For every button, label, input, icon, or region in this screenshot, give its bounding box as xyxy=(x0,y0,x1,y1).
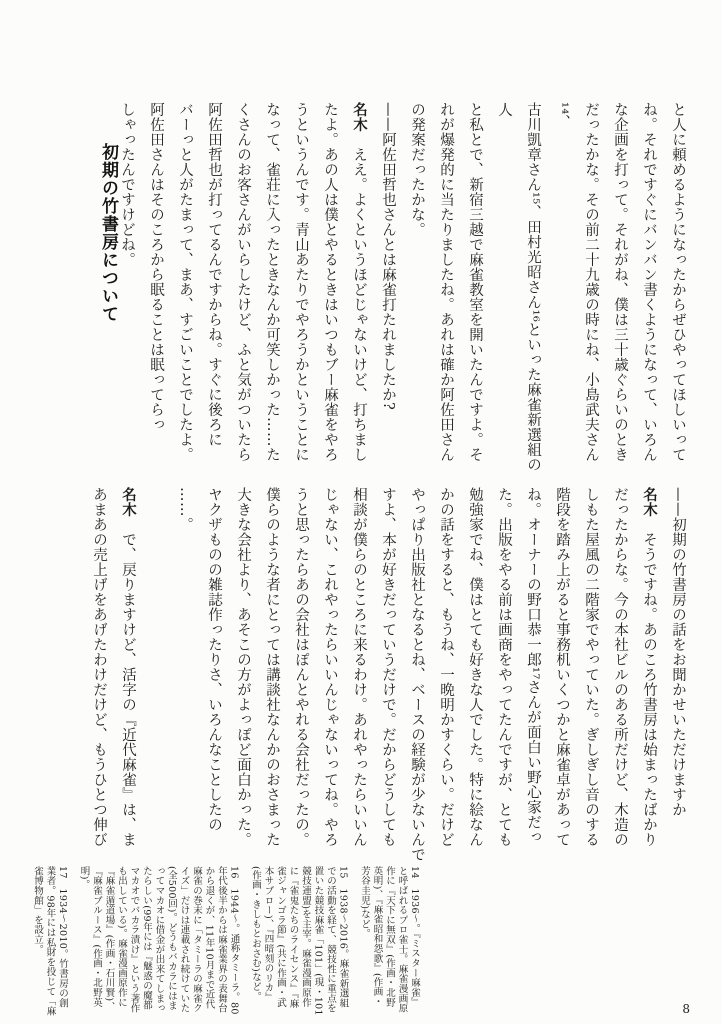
bottom-text-block xyxy=(84,487,692,862)
body-text-line: なって、雀荘に入ったときなんか可笑しかった……た xyxy=(264,102,280,462)
body-text-line: うと思ったらあの会社はぽんとやれる会社だったの。 xyxy=(293,487,309,847)
body-text-line: あまあの売上げをあげたわけだけど、もうひとつ伸び xyxy=(91,487,107,847)
body-text-line: だったかな。その前二十九歳の時にね、小島武夫さん¹⁴、 xyxy=(554,102,599,462)
body-text-line: すよ、本が好きだっていうだけで。だからどうしても xyxy=(380,487,396,847)
body-text-line: うというんです。青山あたりでやろうかということに xyxy=(293,102,309,462)
dialogue-text: そうですね。あのころ竹書房は始まったばかり xyxy=(641,517,657,847)
speaker-name: 名木 xyxy=(641,487,657,517)
paragraph-gap xyxy=(142,487,170,497)
body-text-line: しもた屋風の二階家でやっていた。ぎしぎし音のする xyxy=(583,487,599,847)
body-text-line: た。出版をやる前は画商をやってたんですが、とても xyxy=(496,487,512,847)
body-text-line: の発案だったかな。 xyxy=(409,102,425,237)
speaker-name: 名木 xyxy=(120,487,136,517)
body-text-line: 相談が僕らのところに来るわけ。あれやったらいいん xyxy=(351,487,367,847)
body-text-line: 古川凱章さん¹⁵、田村光昭さん¹⁶といった麻雀新選組の人 xyxy=(496,102,541,473)
section-heading: 初期の竹書房について xyxy=(98,143,118,323)
dialogue-line xyxy=(344,102,373,480)
body-text-line: 阿佐田さんはそのころから眠ることは眠ってらっ xyxy=(148,102,164,432)
speaker-name: 名木 xyxy=(351,102,367,132)
footnote-item-15: 15 1938〜2016。麻雀新選組での活動を経て、競技性に重点を置いた競技麻雀「101」(現・101競技連盟)を主宰。麻雀漫画原作に『雀鬼たちのライセンス』『麻雀ジャンゴラ節』(共に作画・武本サブロー)、『四暗刻のリカ』(作画・きしもとおさむ)など。 xyxy=(250,866,349,1016)
body-text-line: と人に頼めるようになったからぜひやってほしいって xyxy=(670,102,686,462)
body-text-line: 勉強家でね、僕はとても好きな人でした。特に絵なん xyxy=(467,487,483,847)
footnote-item-16: 16 1944〜。通称タミーラ。80年代後半からは麻雀業界の表舞台から退くが、11年10月まで近代麻雀の巻末に「タミーラの麻雀クイズ」だけは連載され続けていた(全500回)。どうもバカラにはまってマカオに借金が出来てしまったらしい(99年には『魅惑の魔都マカオでバカラ漬け』という著作も出している)。麻雀漫画原作に『麻雀遁道場』(作画・石川賢)、『麻雀ブルース』(作画・北野英明)。 xyxy=(78,866,240,1015)
body-text-line: れが爆発的に当たりましたね。あれは確か阿佐田さん xyxy=(438,102,454,462)
body-text-line: 大きな会社より、あそこの方がよっぽど面白かった。 xyxy=(235,487,251,847)
body-text-line: 階段を踏み上がると事務机いくつかと麻雀卓があって xyxy=(554,487,570,847)
body-text-line: やっぱり出版社となるとね、ベースの経験が少ないんで xyxy=(409,487,425,862)
footnotes-block xyxy=(22,866,421,1016)
body-text-line: ね。オーナーの野口恭一郎¹⁷さんが面白い野心家だっ xyxy=(525,487,541,845)
body-text-line: な企画を打って。それがね、僕は三十歳ぐらいのとき xyxy=(612,102,628,462)
footnote-item-17: 17 1934〜2010。竹書房の創業者。98年には私財を投じて「麻雀博物館」を設立。 xyxy=(32,866,68,1016)
top-text-block xyxy=(112,102,692,480)
body-text-line: だったからな。今の本社ビルのある所だけど、木造の xyxy=(612,487,628,847)
dialogue-text: で、戻りますけど、活字の『近代麻雀』は、ま xyxy=(120,517,136,847)
interviewer-question-line: ——初期の竹書房の話をお聞かせいただけますか xyxy=(670,487,686,817)
body-text-line: ね。それですぐにバンバン書くようになって、いろん xyxy=(641,102,657,462)
dialogue-text: ええ。よくというほどじゃないけど、打ちまし xyxy=(351,132,367,462)
footnote-item-14: 14 1936〜。『ミスター麻雀』と呼ばれるプロ雀士。麻雀漫画原作に『天下に無双』(作画・北野英明)、『麻雀昭和怨歌』(作画・芳谷圭児)など。 xyxy=(359,866,420,1013)
body-text-line: くさんのお客さんがいらしたけど、ふと気がついたら xyxy=(235,102,251,462)
body-text-line: ……。 xyxy=(177,487,193,532)
body-text-line: 阿佐田哲也が打ってるんですからね。すぐに後ろに xyxy=(206,102,222,447)
body-text-line: たよ。あの人は僕とやるときはいつもブー麻雀をやろ xyxy=(322,102,338,462)
interviewer-question-line: ——阿佐田哲也さんとは麻雀打たれましたか? xyxy=(380,102,396,411)
dialogue-line xyxy=(113,487,142,862)
body-text-line: ヤクザものの雑誌作ったりさ、いろんなことしたの xyxy=(206,487,222,832)
body-text-line: じゃない、これやったらいいんじゃないってね。やろ xyxy=(322,487,338,847)
dialogue-line xyxy=(634,487,663,862)
body-text-line: と私とで、新宿三越で麻雀教室を開いたんですよ。そ xyxy=(467,102,483,462)
body-text-line: 僕らのような者にとっては講談社なんかのおさまった xyxy=(264,487,280,847)
body-text-line: かの話をすると、もうね、一晩明かすくらい。だけど xyxy=(438,487,454,847)
body-text-line: しゃったんですけどね。 xyxy=(119,102,135,267)
page-number: 8 xyxy=(682,1002,690,1016)
body-text-line: バーっと人がたまって、まあ、すごいことでしたよ。 xyxy=(177,102,193,462)
